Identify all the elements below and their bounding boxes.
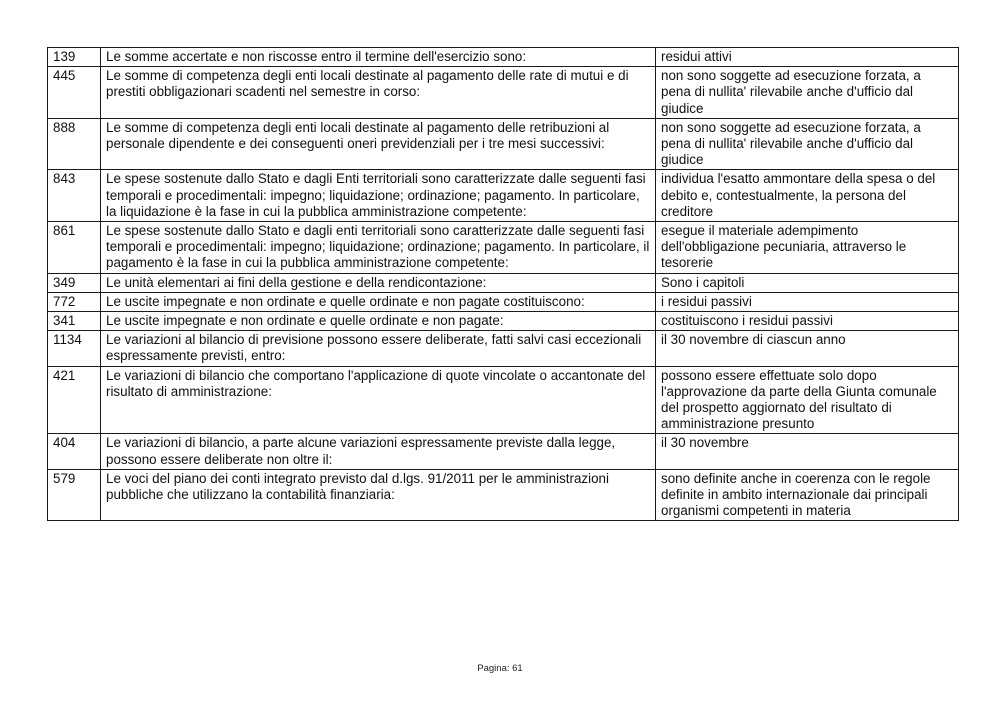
- table-row: [48, 312, 959, 331]
- question-number: 861: [48, 222, 101, 274]
- table-row: [48, 292, 959, 311]
- answer-text: esegue il materiale adempimento dell'obbligazione pecuniaria, attraverso le tesorerie: [656, 222, 959, 274]
- answer-text: residui attivi: [656, 48, 959, 67]
- table-row: [48, 170, 959, 222]
- answer-text: il 30 novembre: [656, 434, 959, 469]
- answer-text: non sono soggette ad esecuzione forzata, a pena di nullita' rilevabile anche d'ufficio dal giudice: [656, 67, 959, 119]
- question-text: Le spese sostenute dallo Stato e dagli Enti territoriali sono caratterizzate dalle seguenti fasi temporali e procedimentali: impegno; liquidazione; ordinazione; pagamento. In particolare, la liquidazione è la fase in cui la pubblica amministrazione competente:: [101, 170, 656, 222]
- table-row: [48, 273, 959, 292]
- question-number: 349: [48, 273, 101, 292]
- question-number: 341: [48, 312, 101, 331]
- table-row: [48, 469, 959, 521]
- table-row: [48, 67, 959, 119]
- question-table: [47, 47, 959, 521]
- table-row: [48, 118, 959, 170]
- answer-text: sono definite anche in coerenza con le regole definite in ambito internazionale dai principali organismi competenti in materia: [656, 469, 959, 521]
- table-row: [48, 331, 959, 366]
- question-text: Le variazioni di bilancio, a parte alcune variazioni espressamente previste dalla legge, possono essere deliberate non oltre il:: [101, 434, 656, 469]
- question-text: Le uscite impegnate e non ordinate e quelle ordinate e non pagate:: [101, 312, 656, 331]
- answer-text: costituiscono i residui passivi: [656, 312, 959, 331]
- answer-text: possono essere effettuate solo dopo l'approvazione da parte della Giunta comunale del prospetto aggiornato del risultato di amministrazione presunto: [656, 366, 959, 434]
- question-text: Le somme accertate e non riscosse entro il termine dell'esercizio sono:: [101, 48, 656, 67]
- question-number: 888: [48, 118, 101, 170]
- question-text: Le uscite impegnate e non ordinate e quelle ordinate e non pagate costituiscono:: [101, 292, 656, 311]
- table-row: [48, 48, 959, 67]
- question-number: 139: [48, 48, 101, 67]
- question-number: 1134: [48, 331, 101, 366]
- answer-text: individua l'esatto ammontare della spesa o del debito e, contestualmente, la persona del creditore: [656, 170, 959, 222]
- answer-text: non sono soggette ad esecuzione forzata, a pena di nullita' rilevabile anche d'ufficio dal giudice: [656, 118, 959, 170]
- question-number: 445: [48, 67, 101, 119]
- answer-text: i residui passivi: [656, 292, 959, 311]
- question-text: Le spese sostenute dallo Stato e dagli enti territoriali sono caratterizzate dalle seguenti fasi temporali e procedimentali: impegno; liquidazione; ordinazione; pagamento. In particolare, il pagamento è la fase in cui la pubblica amministrazione competente:: [101, 222, 656, 274]
- question-text: Le somme di competenza degli enti locali destinate al pagamento delle retribuzioni al personale dipendente e dei conseguenti oneri previdenziali per i tre mesi successivi:: [101, 118, 656, 170]
- page-number: Pagina: 61: [477, 663, 523, 674]
- answer-text: Sono i capitoli: [656, 273, 959, 292]
- question-number: 421: [48, 366, 101, 434]
- question-text: Le variazioni al bilancio di previsione possono essere deliberate, fatti salvi casi eccezionali espressamente previsti, entro:: [101, 331, 656, 366]
- question-number: 772: [48, 292, 101, 311]
- question-text: Le voci del piano dei conti integrato previsto dal d.lgs. 91/2011 per le amministrazioni pubbliche che utilizzano la contabilità finanziaria:: [101, 469, 656, 521]
- question-number: 843: [48, 170, 101, 222]
- question-text: Le variazioni di bilancio che comportano l'applicazione di quote vincolate o accantonate del risultato di amministrazione:: [101, 366, 656, 434]
- table-row: [48, 434, 959, 469]
- table-row: [48, 222, 959, 274]
- question-number: 579: [48, 469, 101, 521]
- question-text: Le somme di competenza degli enti locali destinate al pagamento delle rate di mutui e di prestiti obbligazionari scadenti nel semestre in corso:: [101, 67, 656, 119]
- answer-text: il 30 novembre di ciascun anno: [656, 331, 959, 366]
- question-text: Le unità elementari ai fini della gestione e della rendicontazione:: [101, 273, 656, 292]
- question-number: 404: [48, 434, 101, 469]
- table-row: [48, 366, 959, 434]
